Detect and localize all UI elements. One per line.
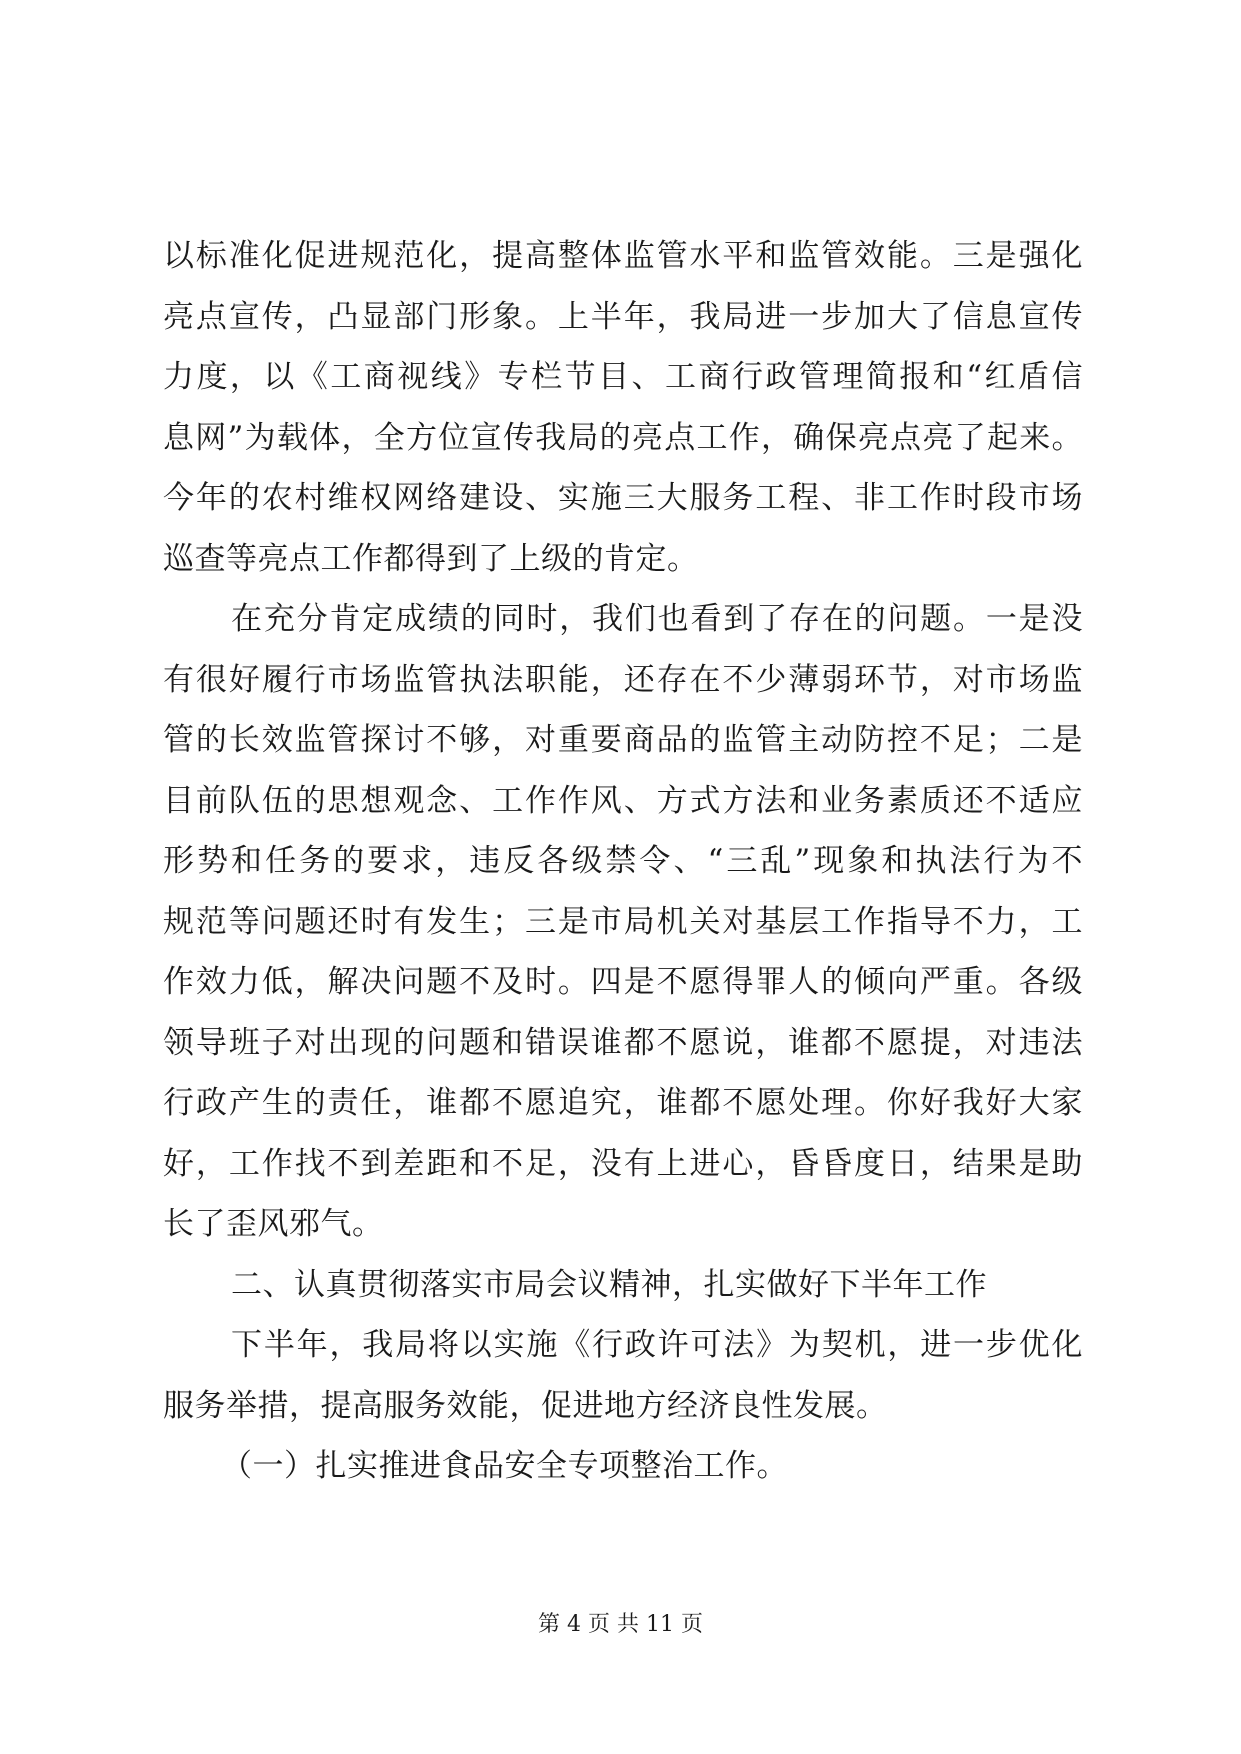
text-line: 领导班子对出现的问题和错误谁都不愿说，谁都不愿提，对违法	[163, 1024, 1083, 1061]
page-footer: 第 4 页 共 11 页	[538, 1612, 703, 1637]
text-line: 行政产生的责任，谁都不愿追究，谁都不愿处理。你好我好大家	[163, 1085, 1083, 1121]
text-line: 形势和任务的要求，违反各级禁令、“三乱”现象和执法行为不	[163, 843, 1083, 879]
text-line: 力度，以《工商视线》专栏节目、工商行政管理简报和“红盾信	[163, 359, 1083, 395]
body-text	[163, 226, 1083, 1497]
text-line: 今年的农村维权网络建设、实施三大服务工程、非工作时段市场	[163, 480, 1083, 516]
text-line: 亮点宣传，凸显部门形象。上半年，我局进一步加大了信息宣传	[163, 298, 1083, 335]
subsection-heading: （一）扎实推进食品安全专项整治工作。	[221, 1448, 788, 1484]
paragraph-first-line: 下半年，我局将以实施《行政许可法》为契机，进一步优化	[231, 1327, 1083, 1363]
section-heading: 二、认真贯彻落实市局会议精神，扎实做好下半年工作	[231, 1266, 987, 1303]
text-line: 息网”为载体，全方位宣传我局的亮点工作，确保亮点亮了起来。	[163, 419, 1083, 456]
text-line: 服务举措，提高服务效能，促进地方经济良性发展。	[163, 1387, 888, 1424]
paragraph-first-line: 在充分肯定成绩的同时，我们也看到了存在的问题。一是没	[231, 601, 1083, 637]
text-line: 规范等问题还时有发生；三是市局机关对基层工作指导不力，工	[163, 903, 1083, 940]
text-line: 好，工作找不到差距和不足，没有上进心，昏昏度日，结果是助	[163, 1145, 1083, 1182]
text-line: 长了歪风邪气。	[163, 1206, 384, 1242]
text-line: 巡查等亮点工作都得到了上级的肯定。	[163, 540, 699, 577]
text-line: 有很好履行市场监管执法职能，还存在不少薄弱环节，对市场监	[163, 661, 1083, 698]
text-line: 目前队伍的思想观念、工作作风、方式方法和业务素质还不适应	[163, 782, 1083, 819]
text-line: 管的长效监管探讨不够，对重要商品的监管主动防控不足；二是	[163, 722, 1083, 758]
text-line: 以标准化促进规范化，提高整体监管水平和监管效能。三是强化	[163, 238, 1083, 274]
text-line: 作效力低，解决问题不及时。四是不愿得罪人的倾向严重。各级	[163, 964, 1083, 1000]
